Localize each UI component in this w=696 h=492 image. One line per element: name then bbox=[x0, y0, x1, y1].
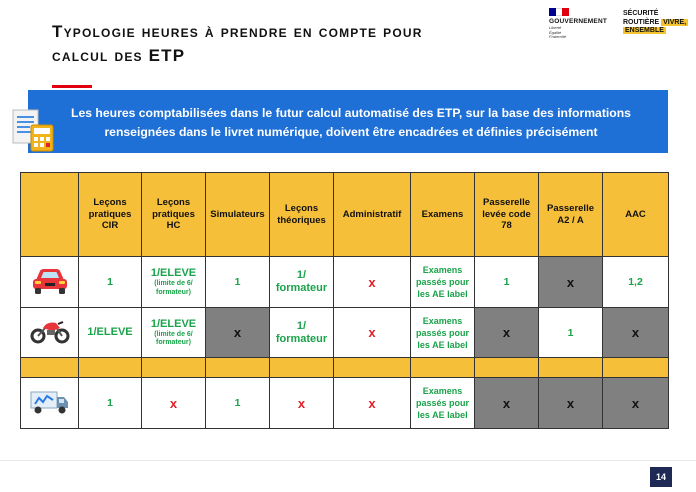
footer-divider bbox=[0, 460, 696, 461]
cell-r2-c6: Examens passés pour les AE label bbox=[411, 308, 475, 358]
logos bbox=[549, 8, 694, 50]
cell-r1-c6: Examens passés pour les AE label bbox=[411, 257, 475, 308]
cell-r3-c1: 1 bbox=[79, 378, 142, 429]
table-corner bbox=[21, 173, 79, 257]
cell-r1-c2: 1/ELEVE (limite de 6/ formateur) bbox=[142, 257, 206, 308]
header-lecons-cir: Leçons pratiques CIR bbox=[79, 173, 142, 257]
header-lecons-theoriques: Leçons théoriques bbox=[270, 173, 334, 257]
page-title-line2: calcul des ETP bbox=[52, 46, 186, 65]
gouvernement-logo bbox=[549, 8, 619, 40]
cell-r1-c3: 1 bbox=[206, 257, 270, 308]
table-row bbox=[21, 257, 669, 308]
header-passerelle-a2a: Passerelle A2 / A bbox=[539, 173, 603, 257]
cell-r2-c4: 1/ formateur bbox=[270, 308, 334, 358]
french-flag-icon bbox=[549, 8, 569, 16]
title-accent-bar bbox=[52, 85, 92, 88]
cell-r3-c2: x bbox=[142, 378, 206, 429]
cell-r2-c3: x bbox=[206, 308, 270, 358]
cell-r2-c9: x bbox=[603, 308, 669, 358]
page-title bbox=[52, 20, 542, 68]
header-examens: Examens bbox=[411, 173, 475, 257]
cell-r3-c4: x bbox=[270, 378, 334, 429]
header-aac: AAC bbox=[603, 173, 669, 257]
motorcycle-icon bbox=[30, 317, 70, 345]
table-row bbox=[21, 378, 669, 429]
header-passerelle-code78: Passerelle levée code 78 bbox=[475, 173, 539, 257]
gouvernement-motto: Liberté Égalité Fraternité bbox=[549, 25, 567, 39]
cell-r2-c5: x bbox=[334, 308, 411, 358]
info-banner: Les heures comptabilisées dans le futur calcul automatisé des ETP, sur la base des informations renseignées dans le livret numérique, doivent être encadrées et définies précisément bbox=[28, 90, 668, 153]
row-icon-cell bbox=[21, 378, 79, 429]
cell-r3-c6: Examens passés pour les AE label bbox=[411, 378, 475, 429]
page-title-line1: Typologie heures à prendre en compte pour bbox=[52, 22, 423, 41]
document-calculator-icon bbox=[11, 108, 56, 153]
cell-r3-c9: x bbox=[603, 378, 669, 429]
cell-r3-c3: 1 bbox=[206, 378, 270, 429]
car-icon bbox=[30, 266, 70, 296]
cell-r1-c5: x bbox=[334, 257, 411, 308]
cell-r3-c8: x bbox=[539, 378, 603, 429]
cell-r3-c7: x bbox=[475, 378, 539, 429]
securite-routiere-logo: SÉCURITÉ ROUTIÈRE VIVRE, ENSEMBLE bbox=[623, 10, 687, 34]
truck-icon bbox=[29, 388, 71, 416]
cell-r2-c1: 1/ELEVE bbox=[79, 308, 142, 358]
table-row bbox=[21, 308, 669, 358]
gouvernement-name: GOUVERNEMENT bbox=[549, 18, 608, 25]
header-lecons-hc: Leçons pratiques HC bbox=[142, 173, 206, 257]
cell-r2-c2: 1/ELEVE (limite de 6/ formateur) bbox=[142, 308, 206, 358]
header-simulateurs: Simulateurs bbox=[206, 173, 270, 257]
table-separator-row bbox=[21, 358, 669, 378]
row-icon-cell bbox=[21, 257, 79, 308]
cell-r1-c9: 1,2 bbox=[603, 257, 669, 308]
page-number: 14 bbox=[650, 467, 672, 487]
cell-r1-c8: x bbox=[539, 257, 603, 308]
cell-r1-c4: 1/ formateur bbox=[270, 257, 334, 308]
row-icon-cell bbox=[21, 308, 79, 358]
cell-r2-c8: 1 bbox=[539, 308, 603, 358]
header-administratif: Administratif bbox=[334, 173, 411, 257]
cell-r2-c7: x bbox=[475, 308, 539, 358]
etp-table bbox=[20, 172, 669, 429]
cell-r1-c7: 1 bbox=[475, 257, 539, 308]
cell-r3-c5: x bbox=[334, 378, 411, 429]
table-header-row bbox=[21, 173, 669, 257]
cell-r1-c1: 1 bbox=[79, 257, 142, 308]
